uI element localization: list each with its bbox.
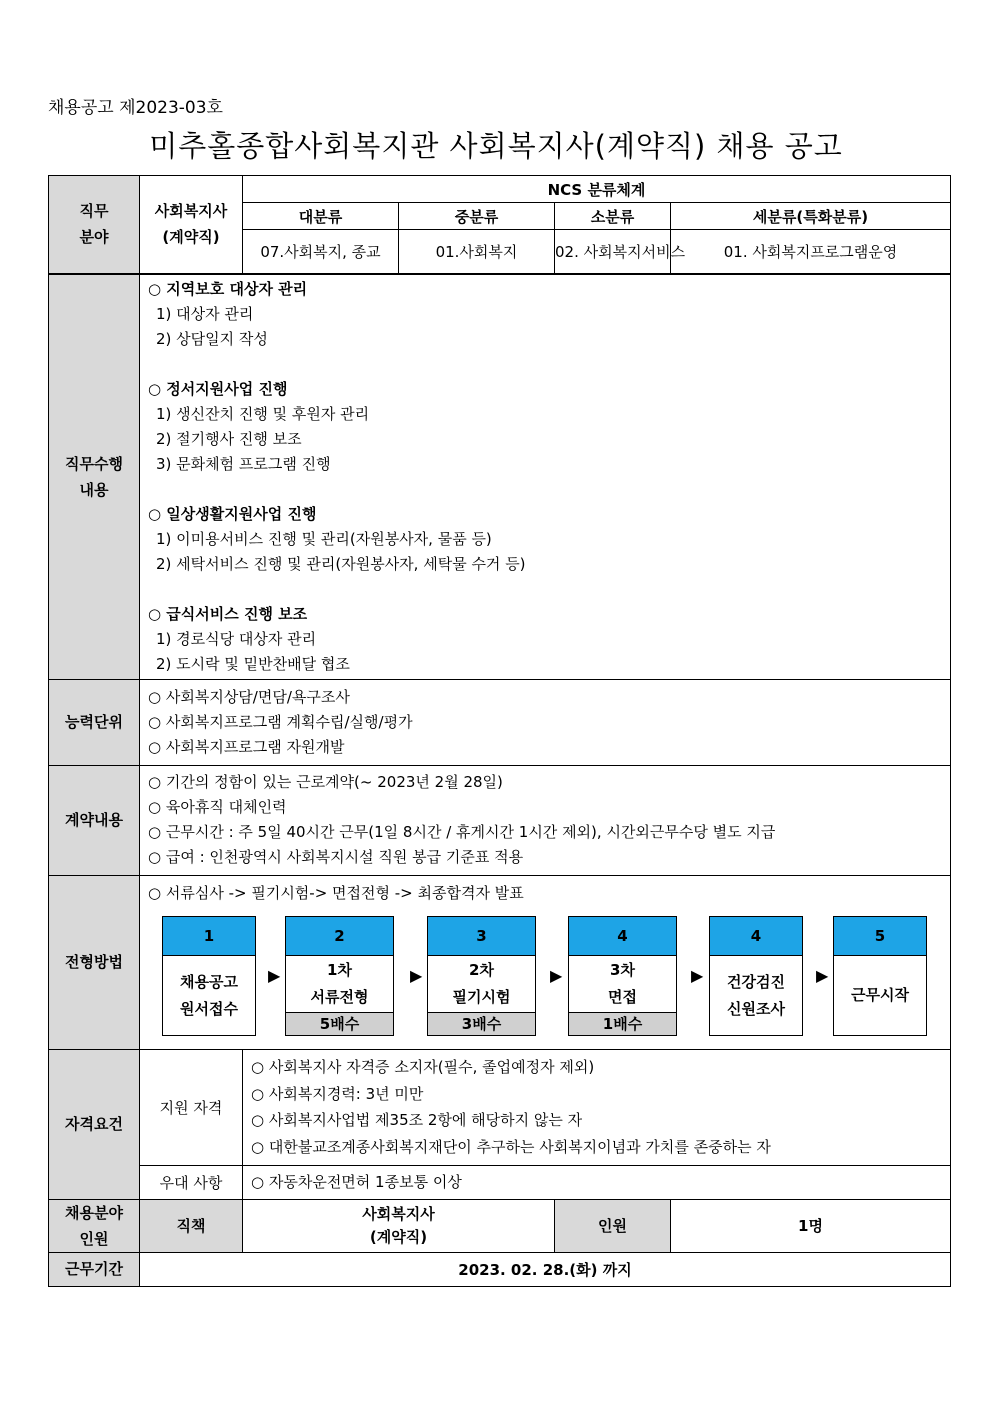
step-number: 2	[286, 917, 393, 956]
arrow-right-icon: ▶	[410, 966, 423, 985]
step-ratio: 5배수	[286, 1012, 393, 1035]
step-number: 3	[428, 917, 535, 956]
job-position: 사회복지사 (계약직)	[140, 176, 243, 274]
arrow-right-icon: ▶	[816, 966, 829, 985]
recruitment-table	[48, 175, 951, 1287]
process-step-6	[833, 916, 927, 1036]
process-step-3	[427, 916, 536, 1036]
step-text: 2차 필기시험	[452, 961, 511, 1006]
ncs-header-detail: 세분류(특화분류)	[671, 203, 951, 230]
duty-item: 1) 생신잔치 진행 및 후원자 관리	[156, 404, 370, 423]
selection-flow-text: ○ 서류심사 -> 필기시험-> 면접전형 -> 최종합격자 발표	[148, 884, 524, 902]
qualification-item: ○ 사회복지사업법 제35조 2항에 해당하지 않는 자	[251, 1111, 583, 1129]
step-number: 4	[569, 917, 676, 956]
competency-item: ○ 사회복지상담/면담/욕구조사	[148, 687, 350, 706]
duty-item: 3) 문화체험 프로그램 진행	[156, 454, 331, 473]
contract-item: ○ 육아휴직 대체인력	[148, 798, 287, 816]
contract-item: ○ 기간의 정함이 있는 근로계약(~ 2023년 2월 28일)	[148, 773, 503, 791]
duties-label: 직무수행 내용	[49, 274, 140, 680]
contract-item: ○ 근무시간 : 주 5일 40시간 근무(1일 8시간 / 휴게시간 1시간 제외), 시간외근무수당 별도 지급	[148, 823, 776, 841]
duties-content	[140, 274, 951, 680]
duty-group-title: ○ 지역보호 대상자 관리	[148, 279, 308, 298]
ncs-value-middle: 01.사회복지	[399, 230, 555, 274]
notice-number: 채용공고 제2023-03호	[48, 98, 223, 118]
competency-item: ○ 사회복지프로그램 계획수립/실행/평가	[148, 712, 413, 731]
ncs-header-major: 대분류	[243, 203, 399, 230]
ncs-value-minor: 02. 사회복지서비스	[555, 230, 671, 274]
step-ratio: 3배수	[428, 1012, 535, 1035]
duty-group-title: ○ 일상생활지원사업 진행	[148, 504, 317, 523]
duty-item: 2) 상담일지 작성	[156, 329, 268, 348]
step-text: 1차 서류전형	[310, 961, 369, 1006]
competency-label: 능력단위	[49, 679, 140, 765]
competency-item: ○ 사회복지프로그램 자원개발	[148, 737, 345, 756]
preference-label: 우대 사항	[140, 1165, 243, 1199]
ncs-header-middle: 중분류	[399, 203, 555, 230]
step-number: 1	[163, 917, 255, 956]
ncs-title: NCS 분류체계	[243, 176, 951, 203]
contract-content	[140, 765, 951, 875]
qualification-item: ○ 사회복지경력: 3년 미만	[251, 1084, 424, 1103]
qualification-label: 자격요건	[49, 1049, 140, 1199]
step-ratio: 1배수	[569, 1012, 676, 1035]
duty-item: 2) 세탁서비스 진행 및 관리(자원봉사자, 세탁물 수거 등)	[156, 554, 526, 573]
page-title: 미추홀종합사회복지관 사회복지사(계약직) 채용 공고	[149, 129, 843, 163]
ncs-header-minor: 소분류	[555, 203, 671, 230]
duty-group-title: ○ 정서지원사업 진행	[148, 379, 288, 398]
step-number: 5	[834, 917, 926, 956]
qualification-item: ○ 대한불교조계종사회복지재단이 추구하는 사회복지이념과 가치를 존중하는 자	[251, 1137, 771, 1156]
hiring-label: 채용분야 인원	[49, 1199, 140, 1252]
arrow-right-icon: ▶	[268, 966, 281, 985]
job-field-label: 직무 분야	[49, 176, 140, 274]
duty-item: 1) 이미용서비스 진행 및 관리(자원봉사자, 물품 등)	[156, 529, 492, 548]
ncs-value-major: 07.사회복지, 종교	[243, 230, 399, 274]
work-period-value: 2023. 02. 28.(화) 까지	[140, 1252, 951, 1286]
step-text: 근무시작	[851, 986, 909, 1004]
arrow-right-icon: ▶	[691, 966, 704, 985]
step-number: 4	[710, 917, 802, 956]
step-text: 건강검진 신원조사	[727, 972, 785, 1018]
process-step-5	[709, 916, 803, 1036]
contract-label: 계약내용	[49, 765, 140, 875]
duty-item: 2) 절기행사 진행 보조	[156, 429, 302, 448]
duty-item: 1) 경로식당 대상자 관리	[156, 629, 317, 648]
process-step-1	[162, 916, 256, 1036]
selection-content	[140, 875, 951, 1049]
preference-content	[243, 1165, 951, 1199]
arrow-right-icon: ▶	[550, 966, 563, 985]
duty-item: 2) 도시락 및 밑반찬배달 협조	[156, 654, 350, 673]
rank-value: 사회복지사 (계약직)	[243, 1199, 555, 1252]
contract-item: ○ 급여 : 인천광역시 사회복지시설 직원 봉급 기준표 적용	[148, 848, 524, 866]
work-period-label: 근무기간	[49, 1252, 140, 1286]
selection-label: 전형방법	[49, 875, 140, 1049]
duty-group-title: ○ 급식서비스 진행 보조	[148, 604, 308, 623]
apply-qualification-content	[243, 1049, 951, 1165]
ncs-value-detail: 01. 사회복지프로그램운영	[671, 230, 951, 274]
duty-item: 1) 대상자 관리	[156, 304, 254, 323]
process-step-2	[285, 916, 394, 1036]
step-text: 채용공고 원서접수	[180, 972, 238, 1018]
process-step-4	[568, 916, 677, 1036]
preference-item: ○ 자동차운전면허 1종보통 이상	[251, 1172, 462, 1191]
step-text: 3차 면접	[608, 961, 637, 1006]
rank-label: 직책	[140, 1199, 243, 1252]
headcount-value: 1명	[671, 1199, 951, 1252]
headcount-label: 인원	[555, 1199, 671, 1252]
qualification-item: ○ 사회복지사 자격증 소지자(필수, 졸업예정자 제외)	[251, 1058, 595, 1076]
apply-qualification-label: 지원 자격	[140, 1049, 243, 1165]
competency-content	[140, 679, 951, 765]
